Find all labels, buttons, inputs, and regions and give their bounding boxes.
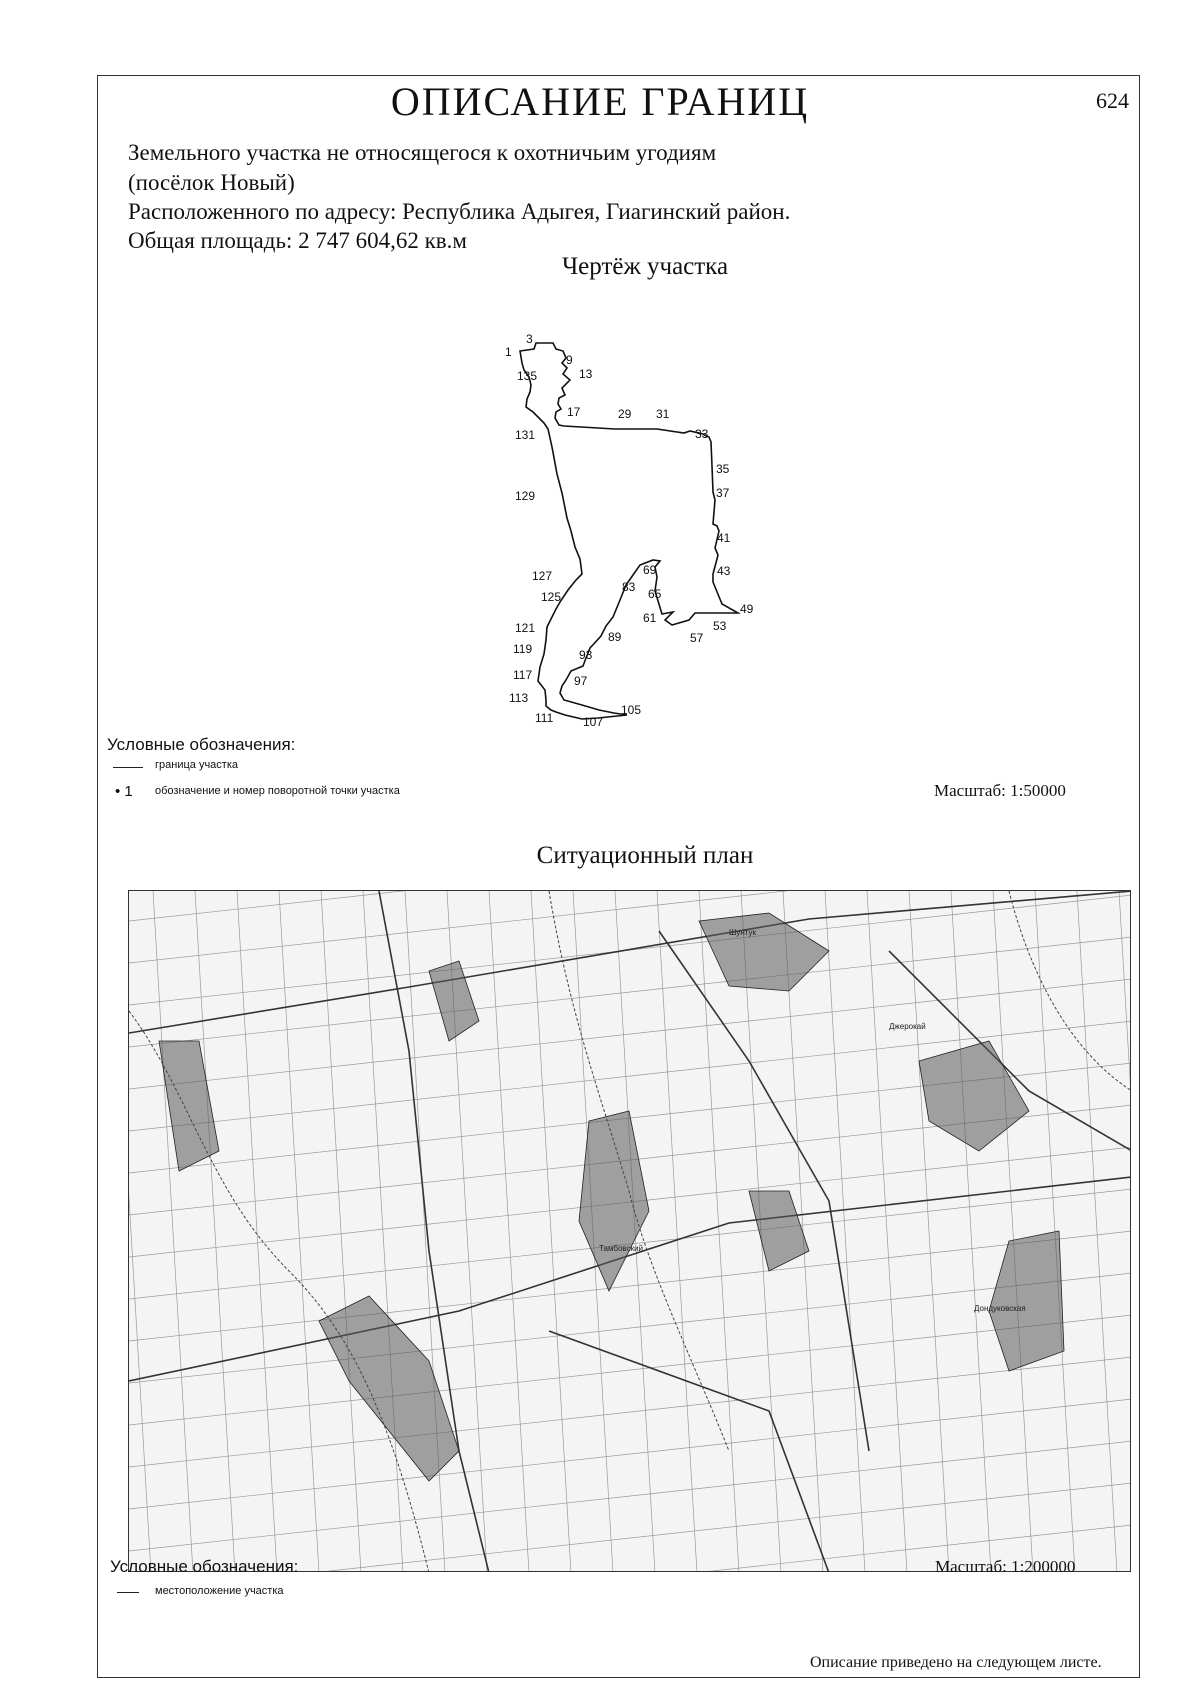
map-grid-line <box>489 891 529 1572</box>
turning-point-label: 131 <box>515 428 536 442</box>
turning-point-label: 107 <box>583 715 604 729</box>
settlement-north <box>699 913 829 991</box>
info-address: Расположенного по адресу: Республика Адыгея, Гиагинский район. <box>128 199 791 224</box>
map-grid-line <box>129 1273 1131 1383</box>
turning-point-label: 117 <box>513 668 533 682</box>
map-grid-line <box>129 891 151 1572</box>
map-grid-line <box>825 891 865 1572</box>
turning-point-label: 121 <box>515 621 536 635</box>
map-grid-line <box>129 1399 1131 1509</box>
turning-point-label: 129 <box>515 489 536 503</box>
turning-point-label: 127 <box>532 569 553 583</box>
turning-point-label: 53 <box>713 619 727 633</box>
turning-point-label: 83 <box>622 580 636 594</box>
plan-scale: Масштаб: 1:200000 <box>935 1557 1076 1576</box>
map-grid-line <box>909 891 949 1572</box>
turning-point-label: 69 <box>643 563 657 577</box>
plot-boundary-line <box>520 343 738 719</box>
legend-point-marker: • 1 <box>115 783 133 800</box>
turning-point-label: 89 <box>608 630 622 644</box>
turning-point-label: 135 <box>517 369 538 383</box>
plot-boundary-svg <box>0 0 1200 760</box>
turning-point-label: 37 <box>716 486 730 500</box>
turning-point-label: 9 <box>566 353 573 367</box>
page-title: ОПИСАНИЕ ГРАНИЦ <box>390 79 810 124</box>
map-grid-line <box>129 1357 1131 1467</box>
map-grid-line <box>657 891 697 1572</box>
turning-point-label: 35 <box>716 462 730 476</box>
turning-point-label: 41 <box>717 531 731 545</box>
map-grid-line <box>1077 891 1117 1572</box>
settlement-west <box>319 1296 459 1481</box>
turning-point-label: 13 <box>579 367 593 381</box>
turning-point-label: 125 <box>541 590 562 604</box>
legend-location-label: местоположение участка <box>155 1585 284 1597</box>
turning-point-label: 57 <box>690 631 704 645</box>
settlement-east <box>989 1231 1064 1371</box>
map-grid-line <box>129 1315 1131 1425</box>
drawing-legend-title: Условные обозначения: <box>107 735 296 754</box>
info-line-1: Земельного участка не относящегося к охотничьим угодиям <box>128 140 717 165</box>
plan-title: Ситуационный план <box>536 842 754 869</box>
turning-point-label: 1 <box>505 345 512 359</box>
turning-point-label: 61 <box>643 611 657 625</box>
drawing-scale: Масштаб: 1:50000 <box>934 781 1066 800</box>
turning-point-label: 111 <box>535 711 554 725</box>
map-grid-line <box>531 891 571 1572</box>
legend-location-line <box>117 1592 139 1593</box>
map-grid-line <box>279 891 319 1572</box>
info-area: Общая площадь: 2 747 604,62 кв.м <box>128 228 467 253</box>
map-grid-line <box>237 891 277 1572</box>
turning-point-label: 113 <box>509 691 529 705</box>
map-label-dondukovskaya: Дондуковская <box>974 1304 1026 1313</box>
map-grid-line <box>129 937 1131 1047</box>
settlement-center <box>579 1111 649 1291</box>
map-label-shuntuk: Шунтук <box>729 928 757 937</box>
page-number: 624 <box>1096 88 1129 113</box>
map-grid-line <box>153 891 193 1572</box>
turning-point-label: 29 <box>618 407 632 421</box>
turning-point-label: 93 <box>579 648 593 662</box>
map-label-dzherokai: Джерокай <box>889 1022 926 1031</box>
map-grid-line <box>867 891 907 1572</box>
map-label-tambovsky: Тамбовский <box>599 1244 644 1253</box>
legend-point-label: обозначение и номер поворотной точки участка <box>155 785 400 797</box>
map-grid-line <box>195 891 235 1572</box>
situation-map <box>128 890 1131 1572</box>
settlement-northeast <box>919 1041 1029 1151</box>
settlement-southeast <box>749 1191 809 1271</box>
map-grid-line <box>321 891 361 1572</box>
turning-point-label: 97 <box>574 674 588 688</box>
turning-point-label: 65 <box>648 587 662 601</box>
map-grid-line <box>951 891 991 1572</box>
map-grid-line <box>129 1441 1131 1551</box>
plan-legend-title: Условные обозначения: <box>110 1557 299 1576</box>
turning-point-label: 17 <box>567 405 581 419</box>
map-grid-line <box>993 891 1033 1572</box>
situation-map-svg <box>129 891 1131 1572</box>
info-line-2: (посёлок Новый) <box>128 170 295 195</box>
settlement-topleft <box>429 961 479 1041</box>
turning-point-label: 3 <box>526 332 533 346</box>
legend-border-label: граница участка <box>155 759 238 771</box>
turning-point-label: 49 <box>740 602 754 616</box>
turning-point-label: 31 <box>656 407 670 421</box>
plot-drawing <box>0 0 1200 760</box>
turning-point-label: 43 <box>717 564 731 578</box>
turning-point-label: 119 <box>513 642 533 656</box>
turning-point-label: 105 <box>621 703 642 717</box>
turning-point-label: 33 <box>695 427 709 441</box>
legend-border-line <box>113 767 143 768</box>
footer-note: Описание приведено на следующем листе. <box>810 1654 1102 1671</box>
drawing-title: Чертёж участка <box>561 253 729 280</box>
